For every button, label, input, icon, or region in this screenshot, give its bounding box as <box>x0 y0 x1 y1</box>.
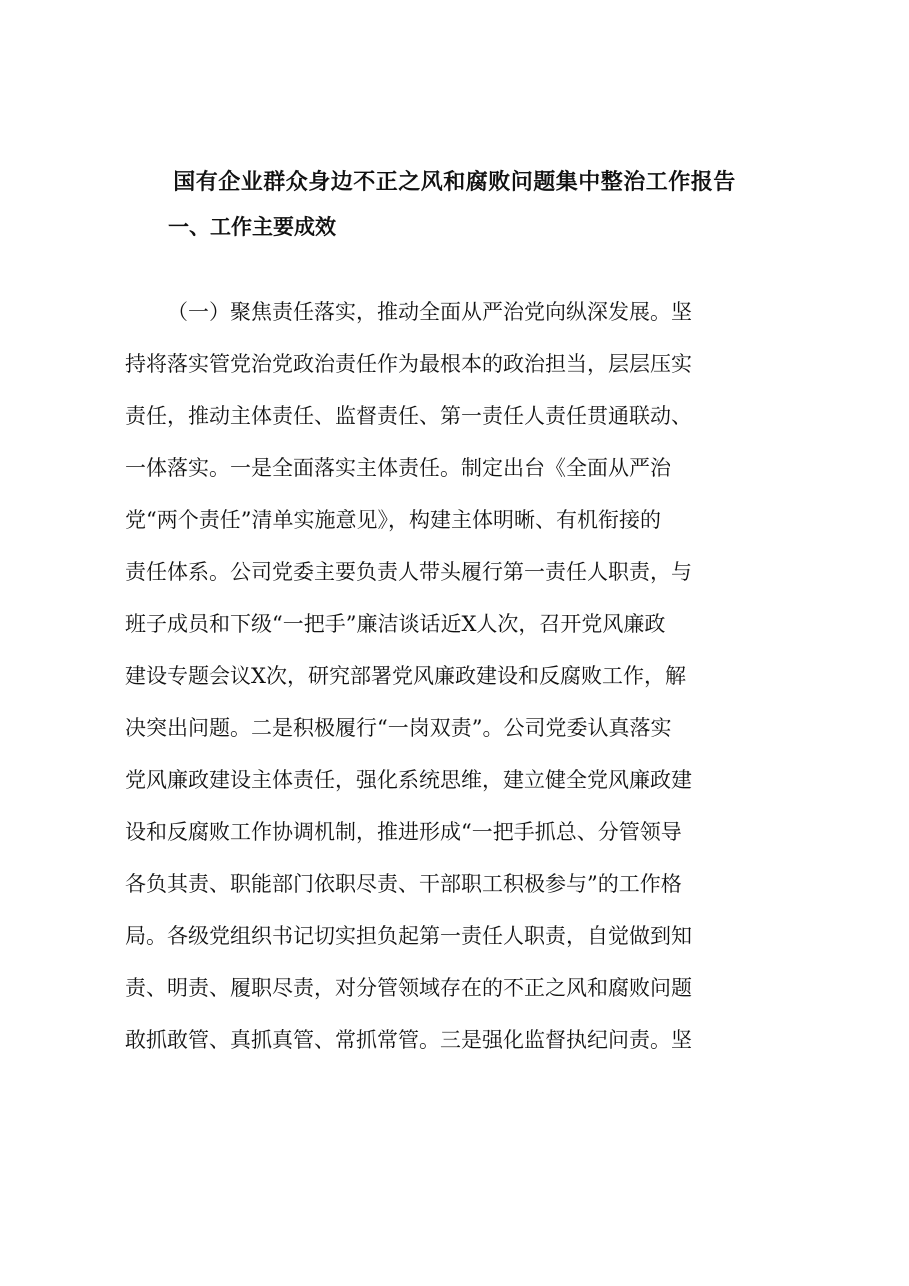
paragraph-line: 责任，推动主体责任、监督责任、第一责任人责任贯通联动、 <box>125 404 692 428</box>
paragraph-line: （一）聚焦责任落实，推动全面从严治党向纵深发展。坚 <box>167 300 692 324</box>
paragraph-line: 一体落实。一是全面落实主体责任。制定出台《全面从严治 <box>125 456 671 480</box>
section-heading: 一、工作主要成效 <box>168 215 336 239</box>
paragraph-line: 责、明责、履职尽责，对分管领域存在的不正之风和腐败问题 <box>125 976 692 1000</box>
paragraph-line: 建设专题会议X次，研究部署党风廉政建设和反腐败工作，解 <box>125 664 686 688</box>
paragraph-line: 党“两个责任”清单实施意见》，构建主体明晰、有机衔接的 <box>125 508 661 532</box>
paragraph-line: 党风廉政建设主体责任，强化系统思维，建立健全党风廉政建 <box>125 768 692 792</box>
paragraph-line: 决突出问题。二是积极履行“一岗双责”。公司党委认真落实 <box>125 716 672 740</box>
paragraph-line: 班子成员和下级“一把手”廉洁谈话近X人次，召开党风廉政 <box>125 612 666 636</box>
paragraph-line: 设和反腐败工作协调机制，推进形成“一把手抓总、分管领导 <box>125 820 682 844</box>
paragraph-line: 各负其责、职能部门依职尽责、干部职工积极参与”的工作格 <box>125 872 682 896</box>
paragraph-line: 持将落实管党治党政治责任作为最根本的政治担当，层层压实 <box>125 352 692 376</box>
paragraph-line: 局。各级党组织书记切实担负起第一责任人职责，自觉做到知 <box>125 924 692 948</box>
document-title: 国有企业群众身边不正之风和腐败问题集中整治工作报告 <box>173 169 736 195</box>
paragraph-line: 责任体系。公司党委主要负责人带头履行第一责任人职责，与 <box>125 560 692 584</box>
body-paragraph <box>125 292 785 1072</box>
paragraph-line: 敢抓敢管、真抓真管、常抓常管。三是强化监督执纪问责。坚 <box>125 1028 692 1052</box>
